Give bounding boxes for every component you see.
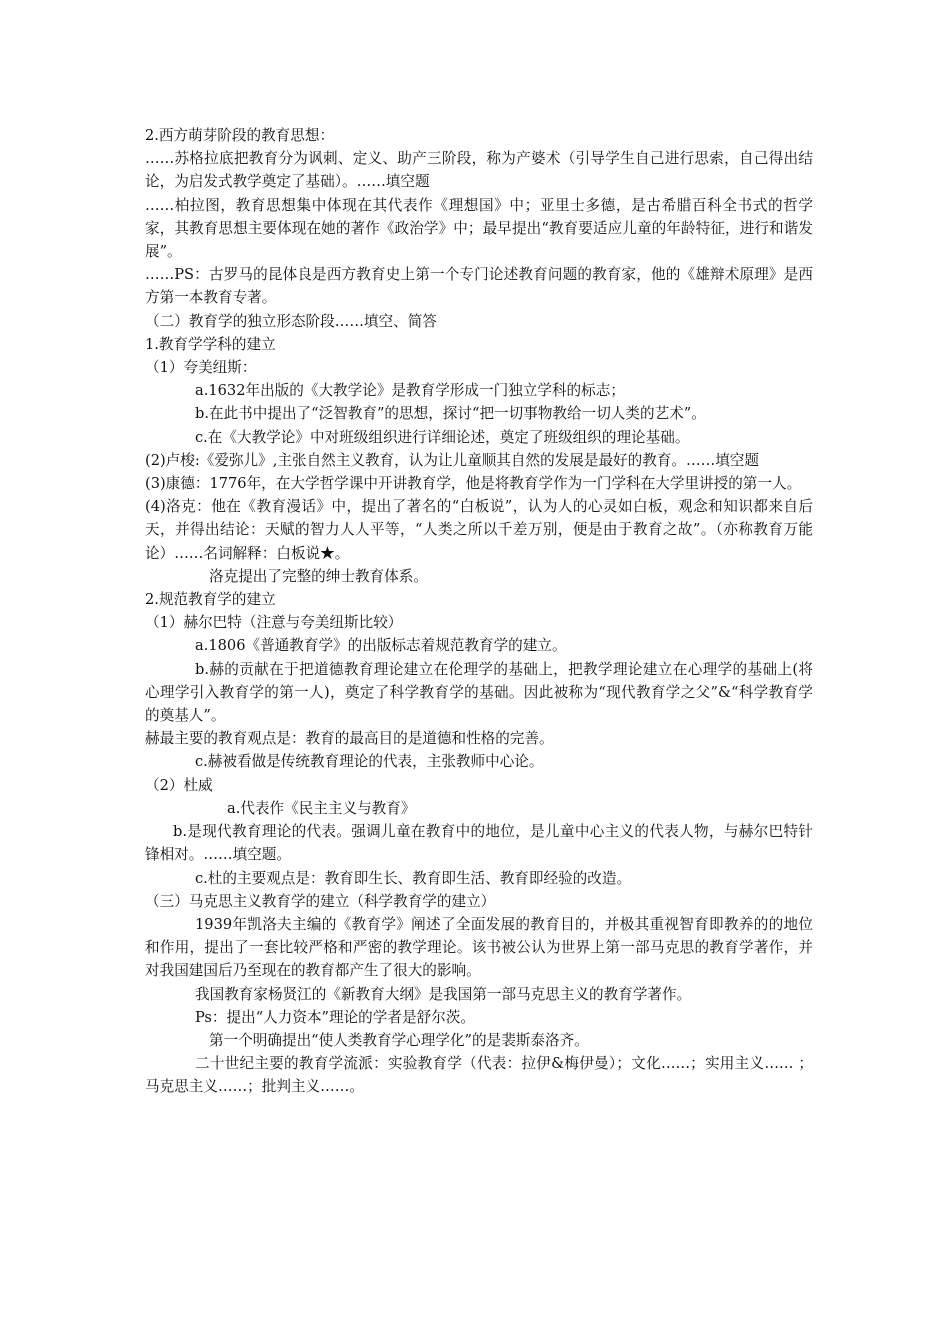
heading-discipline-founding: 1.教育学学科的建立 bbox=[145, 335, 276, 353]
heading-western-origins: 2.西方萌芽阶段的教育思想： bbox=[145, 127, 335, 144]
heading-normative-pedagogy: 2.规范教育学的建立 bbox=[145, 591, 276, 609]
heading-independent-stage: （二）教育学的独立形态阶段……填空、简答 bbox=[145, 312, 437, 330]
paragraph-pestalozzi: 第一个明确提出“使人类教育学心理学化”的是裴斯泰洛齐。 bbox=[209, 1031, 589, 1049]
paragraph-rousseau: (2)卢梭:《爱弥儿》,主张自然主义教育，认为让儿童顺其自然的发展是最好的教育。……填空题 bbox=[145, 451, 759, 469]
item-dewey-a: a.代表作《民主主义与教育》 bbox=[227, 799, 416, 817]
item-comenius-a: a.1632年出版的《大教学论》是教育学形成一门独立学科的标志； bbox=[195, 382, 625, 400]
document-body bbox=[145, 124, 813, 1099]
item-dewey-c: c.杜的主要观点是：教育即生长、教育即生活、教育即经验的改造。 bbox=[195, 869, 632, 887]
heading-herbart: （1）赫尔巴特（注意与夸美纽斯比较） bbox=[145, 614, 403, 632]
paragraph-schultz: Ps：提出“人力资本”理论的学者是舒尔茨。 bbox=[195, 1008, 475, 1026]
paragraph-locke: (4)洛克：他在《教育漫话》中，提出了著名的“白板说”，认为人的心灵如白板，观念和知识都来自后天，并得出结论：天赋的智力人人平等，“人类之所以千差万别，便是由于教育之故”。（亦称教育万能论）……名词解释：白板说★。 bbox=[145, 498, 813, 562]
paragraph-yang-xianjiang: 我国教育家杨贤江的《新教育大纲》是我国第一部马克思主义的教育学著作。 bbox=[195, 985, 692, 1003]
heading-dewey: （2）杜威 bbox=[145, 776, 213, 794]
paragraph-socrates: ……苏格拉底把教育分为讽刺、定义、助产三阶段，称为产婆术（引导学生自己进行思索，自己得出结论，为启发式教学奠定了基础）。……填空题 bbox=[145, 150, 813, 191]
item-dewey-b: b.是现代教育理论的代表。强调儿童在教育中的地位，是儿童中心主义的代表人物，与赫尔巴特针锋相对。……填空题。 bbox=[145, 823, 813, 864]
paragraph-kairov: 1939年凯洛夫主编的《教育学》阐述了全面发展的教育目的，并极其重视智育即教养的的地位和作用，提出了一套比较严格和严密的教学理论。该书被公认为世界上第一部马克思的教育学著作，并对我国建国后乃至现在的教育都产生了很大的影响。 bbox=[145, 915, 813, 980]
item-herbart-c: c.赫被看做是传统教育理论的代表，主张教师中心论。 bbox=[195, 753, 544, 771]
paragraph-schools: 二十世纪主要的教育学流派：实验教育学（代表：拉伊&梅伊曼）；文化……；实用主义…… ；马克思主义……；批判主义……。 bbox=[145, 1055, 813, 1096]
item-herbart-a: a.1806《普通教育学》的出版标志着规范教育学的建立。 bbox=[195, 637, 567, 655]
heading-marxist-pedagogy: （三）马克思主义教育学的建立（科学教育学的建立） bbox=[145, 892, 496, 910]
item-comenius-b: b.在此书中提出了“泛智教育”的思想，探讨“把一切事物教给一切人类的艺术”。 bbox=[195, 405, 706, 423]
paragraph-locke-gentleman: 洛克提出了完整的绅士教育体系。 bbox=[209, 567, 428, 585]
item-herbart-b: b.赫的贡献在于把道德教育理论建立在伦理学的基础上，把教学理论建立在心理学的基础上(将心理学引入教育学的第一人)，奠定了科学教育学的基础。因此被称为“现代教育学之父”&“科学教育学的奠基人”。 bbox=[145, 660, 813, 725]
paragraph-quintilian: ……PS：古罗马的昆体良是西方教育史上第一个专门论述教育问题的教育家，他的《雄辩术原理》是西方第一本教育专著。 bbox=[145, 266, 813, 307]
item-comenius-c: c.在《大教学论》中对班级组织进行详细论述，奠定了班级组织的理论基础。 bbox=[195, 428, 690, 446]
paragraph-plato-aristotle: ……柏拉图，教育思想集中体现在其代表作《理想国》中；亚里士多德，是古希腊百科全书式的哲学家，其教育思想主要体现在她的著作《政治学》中；最早提出“教育要适应儿童的年龄特征，进行和谐发展”。 bbox=[145, 196, 813, 261]
heading-comenius: （1）夸美纽斯： bbox=[145, 359, 257, 377]
paragraph-herbart-main-view: 赫最主要的教育观点是：教育的最高目的是道德和性格的完善。 bbox=[145, 730, 554, 748]
paragraph-kant: (3)康德：1776年，在大学哲学课中开讲教育学，他是将教育学作为一门学科在大学里讲授的第一人。 bbox=[145, 475, 802, 493]
